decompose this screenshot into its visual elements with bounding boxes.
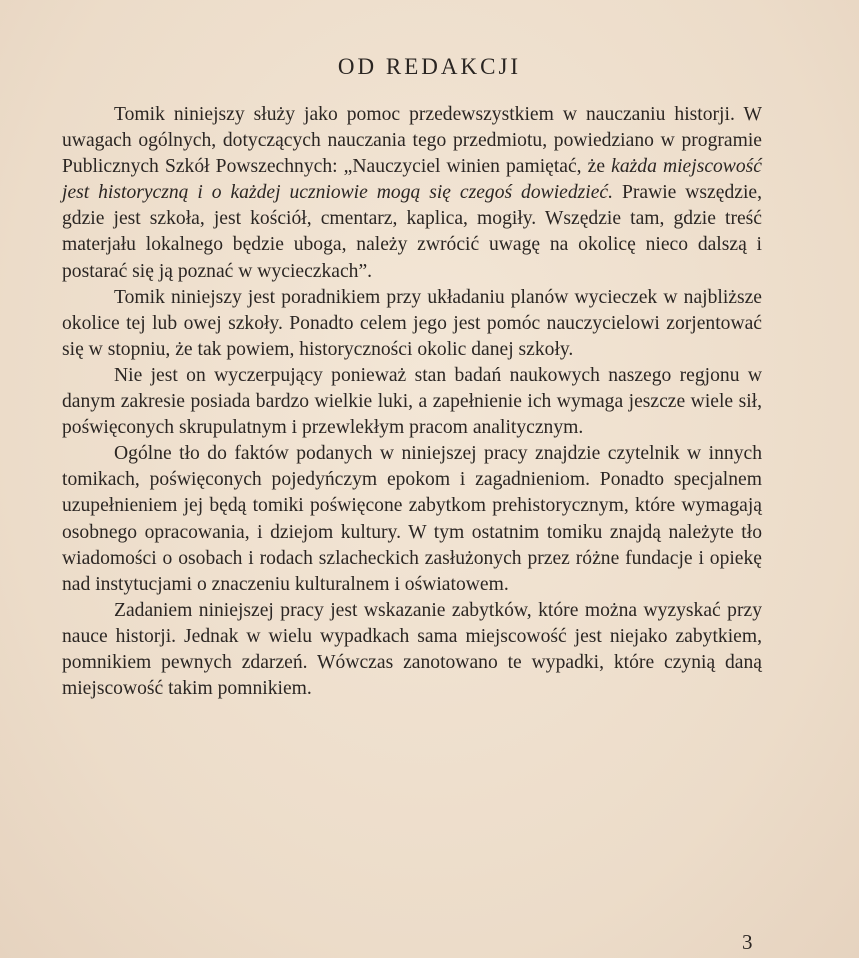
paragraph-text: Tomik niniejszy służy jako pomoc przedewszystkiem w nauczaniu historji. W uwagach ogólnych, dotyczących nauczania tego przedmiotu, powiedziano w programie Publicznych Szkół Powszechnych: „Nauczyciel winien pamiętać, że [62,104,762,178]
paragraph-text: Prawie wszędzie, gdzie jest szkoła, jest kościół, cmentarz, kaplica, mogiły. Wszędzie tam, gdzie treść materjału lokalnego będzie uboga, należy zwrócić uwagę na okolicę nieco dalszą i postarać się ją poznać w wycieczkach”. [62,182,762,282]
paragraph: Ogólne tło do faktów podanych w niniejszej pracy znajdzie czytelnik w innych tomikach, poświęconych pojedyńczym epokom i zagadnieniom. Ponadto specjalnem uzupełnieniem jej będą tomiki poświęcone zabytkom prehistorycznym, które wymagają osobnego opracowania, i dziejom kultury. W tym ostatnim tomiku znajdą należyte tło wiadomości o osobach i rodach szlacheckich zasłużonych przez różne fundacje i opiekę nad instytucjami o znaczeniu kulturalnem i oświatowem. [62,443,762,595]
paragraph: Nie jest on wyczerpujący ponieważ stan badań naukowych naszego regjonu w danym zakresie posiada bardzo wielkie luki, a zapełnienie ich wymaga jeszcze wiele sił, poświęconych skrupulatnym i przewlekłym pracom analitycznym. [62,364,762,439]
paragraph [62,102,762,285]
paragraph: Tomik niniejszy jest poradnikiem przy układaniu planów wycieczek w najbliższe okolice tej lub owej szkoły. Ponadto celem jego jest pomóc nauczycielowi zorjentować się w stopniu, że tak powiem, historyczności okolic danej szkoły. [62,286,762,360]
italic-quote: każda miejscowość jest historyczną i o każdej uczniowie mogą się czegoś dowiedzieć. [62,156,762,204]
page-number: 3 [742,930,753,954]
page-title: OD REDAKCJI [337,54,522,79]
paragraph: Zadaniem niniejszej pracy jest wskazanie zabytków, które można wyzyskać przy nauce historji. Jednak w wielu wypadkach sama miejscowość jest niejako zabytkiem, pomnikiem pewnych zdarzeń. Wówczas zanotowano te wypadki, które czynią daną miejscowość takim pomnikiem. [62,599,762,700]
body-text [62,102,762,702]
